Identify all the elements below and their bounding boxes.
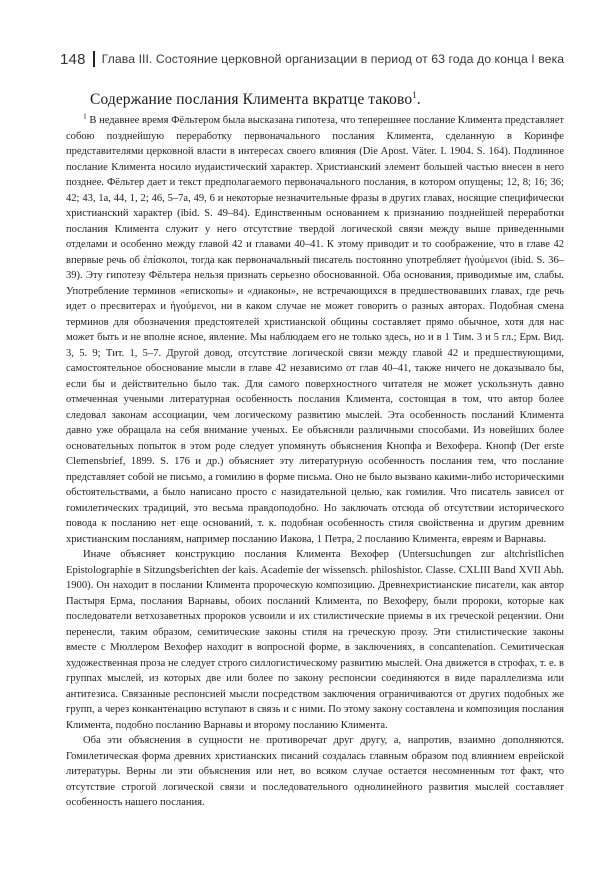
chapter-title: Глава III. Состояние церковной организации в период от 63 года до конца I века (101, 52, 565, 66)
footnote-paragraph (66, 733, 564, 811)
footnote-reference: 1 (412, 89, 417, 100)
body-text: Содержание послания Климента вкратце таково (90, 91, 413, 108)
running-header (60, 48, 580, 70)
footnote-text: Оба эти объяснения в сущности не противоречат друг другу, а, напротив, взаимно дополняются. Гомилетическая форма древних христианских писаний создалась главным образом под влиянием еврейской литературы. Верны ли эти объяснения или нет, во всяком случае остается несомненным тот факт, что отсутствие строгой логической связи и последовательного однолинейного развития мыслей составляет особенность нашего послания. (66, 735, 564, 808)
footnote-number: 1 (83, 111, 87, 121)
body-paragraph (90, 90, 560, 110)
footnote-text: В недавнее время Фёльтером была высказана гипотеза, что теперешнее послание Климента представляет собою позднейшую переработку первоначального послания Климента, сделанную в Коринфе представителями церковной власти в интересах своего влияния (Die Apost. Väter. I. 1904. S. 164). Подлинное послание Климента носило иудаистический характер. Христианский элемент большей частью внесен в него позднее. Фёльтер дает и текст предполагаемого первоначального послания, в котором опущены; 12, 8; 16; 36; 42; 43, 1а, 44, 1, 2; 46, 5–7а, 49, 6 и некоторые незначительные фразы в других главах, носящие специфически христианский характер (ibid. S. 49–84). Единственным основанием к признанию позднейшей переработки послания Климента служит у него отсутствие твердой логической связи между выше приведенными отделами и особенно между главой 42 и главами 40–41. К этому приводит и то соображение, что в главе 42 впервые речь об ἐπίσκοποι, тогда как первоначальный писатель постоянно употребляет ἡγούμενοι (ibid. S. 36–39). Эту гипотезу Фёльтера нельзя признать серьезно обоснованной. Оба основания, приводимые им, слабы. Употребление терминов «епископы» и «диаконы», не встречающихся в предшествовавших главах, где речь идет о пресвитерах и ἡγούμενοι, ни в каком случае не может говорить о разных авторах. Подобная смена терминов для обозначения предстоятелей христианской общины составляет прямо обычное, хотя для нас может быть и не вполне ясное, явление. Мы наблюдаем его не только здесь, но и в 1 Тим. 3 и 5 гл.; Ерм. Вид. 3, 5. 9; Тит. 1, 5–7. Другой довод, отсутствие логической связи между главой 42 и предшествующими, самостоятельное обоснование мысли в главе 42 независимо от глав 40–41, также ничего не доказывало бы, если бы и действительно было так. Для самого поверхностного читателя не может ускользнуть давно отмеченная учеными литературная особенность послания Климента, состоящая в том, что автор более следовал законам ассоциации, чем логическому развитию мыслей. Эта особенность посланий Климента давно уже обращала на себя внимание ученых. Ее объясняли различными способами. Из новейших более основательных попыток в этом роде следует упомянуть объяснения Кнопфа и Вехофера. Кнопф (Der erste Clemensbrief, 1899. S. 176 и др.) объясняет эту литературную особенность послания тем, что послание представляет собой не письмо, а гомилию в форме письма. Оно не было вызвано какими-либо историческими обстоятельствами, а было написано просто с назидательной целью, как гомилия. Что писатель зависел от гомилетических традиций, это весьма правдоподобно. Но заключать отсюда об отсутствии исторического повода к посланию нет еще оснований, т. к. подобная особенность стиля свойственна и другим древним христианским посланиям, например посланию Иакова, 1 Петра, 2 посланию Климента, евреям и Варнавы. (66, 115, 564, 545)
body-text-end: . (416, 91, 421, 108)
footnote-paragraph (66, 113, 564, 547)
footnote (66, 113, 564, 811)
footnote-text: Иначе объясняет конструкцию послания Климента Вехофер (Untersuchungen zur altchristlichen Epistolographie в Sitzungsberichten der kais. Academie der wissensch. philoshistor. Classe. CXLIII Band XVII Abh. 1900). Он находит в послании Климента пророческую композицию. Древнехристианские писатели, как автор Пастыря Ерма, послания Варнавы, обоих посланий Климента, по Вехоферу, были пророки, которые как последователи ветхозаветных пророков усвоили и их стилистические приемы в их греческой рецензии. Они перенесли, таким образом, семитические законы стиля на греческую прозу. Эти стилистические законы вместе с Мюллером Вехофер находит в вопросной форме, в заключениях, в concantenation. Семитическая художественная проза не следует строго силлогистическому развитию мыслей. Она движется в строфах, т. е. в группах мыслей, из которых две или более по закону респонсии соединяются в виде параллелизма или антитезиса. Связанные респонсией мысли посредством заключения ограничиваются от других подобных же групп, а через конкантенацию вступают в связь и с ними. По этому закону составлена и композиция послания Климента, подобно посланию Варнавы и второму посланию Климента. (66, 549, 564, 731)
header-separator (93, 51, 95, 67)
page-number: 148 (60, 50, 86, 68)
footnote-paragraph (66, 547, 564, 733)
